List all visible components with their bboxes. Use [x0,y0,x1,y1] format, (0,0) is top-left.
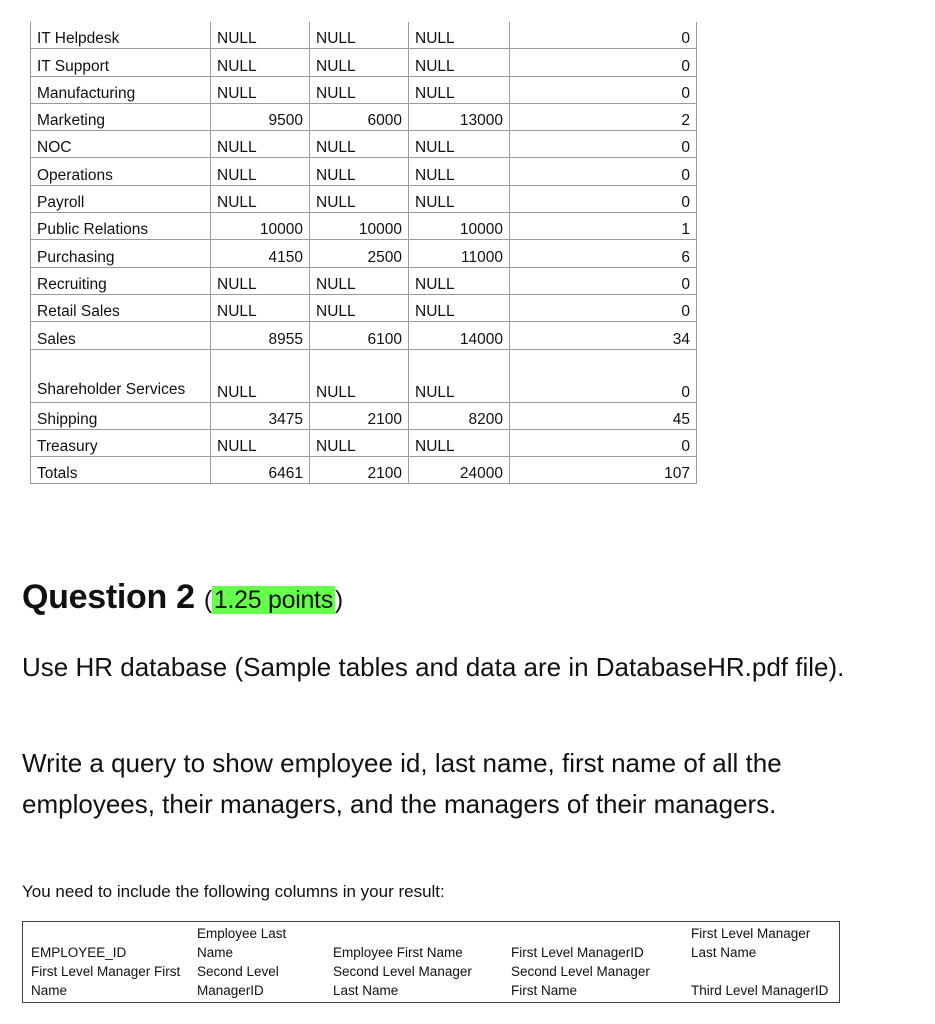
value-cell: NULL [310,22,409,49]
table-row [31,131,697,158]
count-cell: 0 [510,349,697,402]
value-cell: 14000 [409,322,510,349]
column-name-cell: First Level Manager Last Name [691,926,811,960]
column-name-cell: Second Level Manager First Name [511,964,650,998]
value-cell: NULL [409,267,510,294]
count-cell: 0 [510,22,697,49]
question-title: Question 2 [22,578,195,616]
count-cell: 0 [510,267,697,294]
column-name-cell: Employee Last Name [197,926,287,960]
dept-cell: IT Helpdesk [31,22,211,49]
question-paragraph-task: Write a query to show employee id, last name, first name of all the employees, their managers, and the managers of their managers. [22,748,782,819]
value-cell: 6100 [310,322,409,349]
dept-cell: Manufacturing [31,76,211,103]
value-cell: NULL [211,158,310,185]
value-cell: NULL [310,49,409,76]
dept-cell: Public Relations [31,213,211,240]
question-heading: Question 2 (1.25 points) [22,578,343,616]
table-row [31,429,697,456]
dept-cell: Operations [31,158,211,185]
value-cell: 10000 [211,213,310,240]
table-row [31,158,697,185]
value-cell: 6000 [310,103,409,130]
value-cell: 2100 [310,402,409,429]
value-cell: 8955 [211,322,310,349]
value-cell: NULL [409,76,510,103]
value-cell: NULL [409,294,510,321]
dept-cell: Treasury [31,429,211,456]
value-cell: 9500 [211,103,310,130]
dept-cell: Shipping [31,402,211,429]
column-name-cell: Employee First Name [333,945,463,960]
value-cell: NULL [409,429,510,456]
count-cell: 0 [510,49,697,76]
dept-cell: Totals [31,457,211,484]
value-cell: 2500 [310,240,409,267]
department-summary-table [30,22,697,484]
value-cell: NULL [211,131,310,158]
table-row [31,185,697,212]
dept-cell: Payroll [31,185,211,212]
value-cell: NULL [211,22,310,49]
table-row [31,240,697,267]
value-cell: NULL [310,294,409,321]
value-cell: NULL [310,76,409,103]
table-row [31,49,697,76]
dept-cell: IT Support [31,49,211,76]
count-cell: 0 [510,131,697,158]
value-cell: NULL [310,429,409,456]
table-row [31,103,697,130]
count-cell: 0 [510,76,697,103]
value-cell: NULL [409,349,510,402]
dept-cell: Marketing [31,103,211,130]
value-cell: 11000 [409,240,510,267]
table-row [31,322,697,349]
dept-cell: Shareholder Services [31,349,211,402]
value-cell: 10000 [409,213,510,240]
question-paragraph-database: Use HR database (Sample tables and data are in DatabaseHR.pdf file). [22,652,845,682]
count-cell: 107 [510,457,697,484]
table-row [23,922,840,963]
column-name-cell: EMPLOYEE_ID [31,945,127,960]
value-cell: NULL [211,294,310,321]
required-columns-table [22,921,840,1003]
table-row [31,294,697,321]
column-name-cell: First Level ManagerID [511,945,644,960]
dept-cell: Retail Sales [31,294,211,321]
table-row [31,457,697,484]
value-cell: 13000 [409,103,510,130]
value-cell: NULL [211,267,310,294]
value-cell: 8200 [409,402,510,429]
column-name-cell: Third Level ManagerID [691,983,829,998]
value-cell: NULL [211,76,310,103]
table-row [31,267,697,294]
value-cell: 2100 [310,457,409,484]
value-cell: 3475 [211,402,310,429]
dept-cell: Purchasing [31,240,211,267]
column-name-cell: Second Level Manager Last Name [333,964,472,998]
table-row [31,213,697,240]
table-row [31,349,697,402]
value-cell: NULL [409,131,510,158]
points-badge: 1.25 points [213,586,333,614]
value-cell: NULL [409,158,510,185]
question-instruction: You need to include the following columns in your result: [22,882,445,901]
value-cell: NULL [310,267,409,294]
column-name-cell: First Level Manager First Name [31,964,181,998]
value-cell: 24000 [409,457,510,484]
count-cell: 0 [510,185,697,212]
value-cell: NULL [409,185,510,212]
dept-cell: NOC [31,131,211,158]
table-row [23,962,840,1003]
value-cell: NULL [211,49,310,76]
count-cell: 2 [510,103,697,130]
count-cell: 0 [510,158,697,185]
value-cell: NULL [310,131,409,158]
value-cell: NULL [310,349,409,402]
column-name-cell: Second Level ManagerID [197,964,279,998]
count-cell: 0 [510,429,697,456]
table-row [31,76,697,103]
value-cell: NULL [310,185,409,212]
value-cell: NULL [409,49,510,76]
value-cell: 6461 [211,457,310,484]
table-row [31,22,697,49]
value-cell: NULL [310,158,409,185]
value-cell: NULL [211,185,310,212]
dept-cell: Sales [31,322,211,349]
count-cell: 1 [510,213,697,240]
value-cell: 10000 [310,213,409,240]
value-cell: 4150 [211,240,310,267]
count-cell: 34 [510,322,697,349]
count-cell: 6 [510,240,697,267]
table-row [31,402,697,429]
count-cell: 45 [510,402,697,429]
value-cell: NULL [211,349,310,402]
count-cell: 0 [510,294,697,321]
value-cell: NULL [409,22,510,49]
dept-cell: Recruiting [31,267,211,294]
value-cell: NULL [211,429,310,456]
